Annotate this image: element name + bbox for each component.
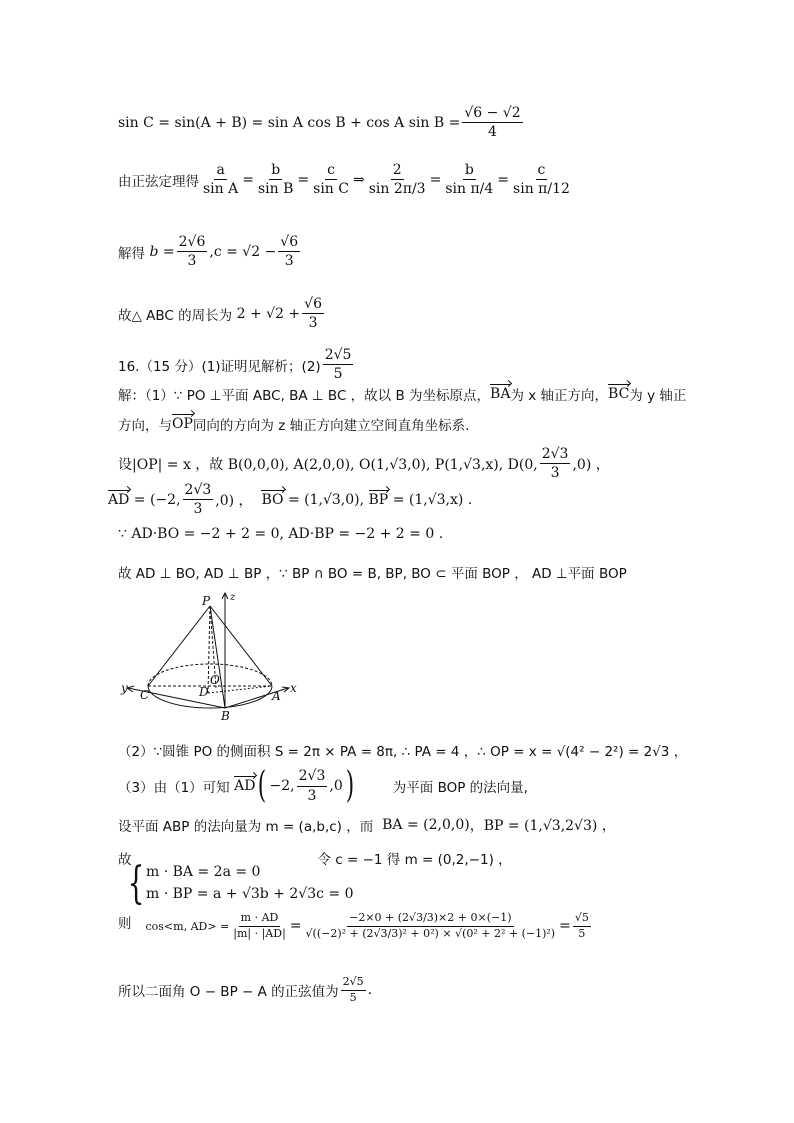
cos-value-frac: $\frac{-2\times 0 + (2√3/3)\times 2 + 0\times(-1)}{\text{√((−2)² + (2√3/3)² + 0²) × √(0² + 2² + (−1)²)}}$ <box>305 911 556 940</box>
part3-suffix: 为平面 BOP 的法向量, <box>392 780 528 796</box>
frac-c: $\frac{c}{\text{sin C}}$ <box>313 162 349 198</box>
part2-line <box>118 740 687 760</box>
perimeter-value: 2 + √2 + <box>236 305 301 322</box>
then-text: 则 <box>118 916 132 932</box>
label-O: O <box>210 673 220 687</box>
label-x: x <box>290 681 297 695</box>
final-line <box>118 976 372 1004</box>
system-eqs <box>146 862 353 905</box>
perp-line <box>118 562 627 582</box>
c-part: c = √2 − <box>213 243 277 260</box>
part3-vals-a: −2, <box>269 778 295 794</box>
ba-val: BA = (2,0,0) <box>382 817 470 833</box>
cos-result-frac: $\frac{√5}{5}$ <box>574 911 589 940</box>
set-line <box>118 446 610 481</box>
b-frac: $\frac{2√6}{3}$ <box>178 234 206 270</box>
sine-law-prefix: 由正弦定理得 <box>118 173 199 190</box>
eq2: m · BP = a + √3b + 2√3c = 0 <box>146 886 354 902</box>
sol-2c: 同向的方向为 z 轴正方向建立空间直角坐标系. <box>192 418 470 434</box>
eq1: m · BA = 2a = 0 <box>146 864 261 881</box>
part3-line <box>118 765 528 806</box>
bp-val2: ，BP = (1,√3,2√3) ， <box>469 818 616 834</box>
vec-bc: BC <box>608 386 630 402</box>
sol-line-1 <box>118 384 686 404</box>
sinC-fraction: $\frac{√6 - √2}{4}$ <box>464 105 521 141</box>
set-normal-text: 设平面 ABP 的法向量为 m = (a,b,c) ，而 <box>118 819 374 835</box>
part3-prefix: （3）由（1）可知 <box>118 780 230 796</box>
label-B: B <box>221 709 230 723</box>
bp-val: = (1,√3,x) . <box>392 491 473 508</box>
cos-lhs: cos<m, AD> = <box>145 919 230 933</box>
part3-vec: AD <box>234 778 256 794</box>
q16-answer-frac: $\frac{2√5}{5}$ <box>324 347 352 383</box>
paren-open: ( <box>258 765 267 806</box>
system-brace: { <box>127 858 145 909</box>
cone-figure <box>118 588 318 728</box>
c-frac: $\frac{√6}{3}$ <box>280 234 299 270</box>
sol-2a: 方向，与 <box>118 418 172 434</box>
vec-op: OP <box>172 416 193 432</box>
set-frac: $\frac{2√3}{3}$ <box>541 446 569 482</box>
sol-line-2 <box>118 414 469 434</box>
sinC-line <box>118 105 525 140</box>
bo-val: = (1,√3,0), <box>287 491 365 508</box>
vec-ad: AD <box>108 491 130 508</box>
final-frac: $\frac{2√5}{5}$ <box>342 975 364 1004</box>
label-D: D <box>199 685 209 699</box>
equation-system <box>122 858 354 909</box>
sol-1e: 为 y 轴正 <box>629 388 687 404</box>
set-end: ,0) ， <box>572 456 610 473</box>
paren-close: ) <box>345 765 354 806</box>
ad-val-a: = (−2, <box>133 491 181 508</box>
part3-frac: $\frac{2√3}{3}$ <box>298 768 326 804</box>
sol-1c: 为 x 轴正方向， <box>510 388 609 404</box>
vec-bo: BO <box>261 491 284 508</box>
vec-bp: BP <box>368 491 389 508</box>
vectors-line <box>108 482 472 517</box>
cos-line: 则 cos<m, AD> = $\frac{m \cdot AD}{|m| \cdot |AD|}$ = $\frac{-2\times 0 + (2√3/3)\times 2 + 0\times(-1)}{\text{√((−2)² + (2√3/3)² + 0²) × √(0² + 2² + (−1)²)}}$ = $\frac{√5}{5}$ <box>118 911 589 940</box>
dot-line-text: ∵ AD·BO = −2 + 2 = 0, AD·BP = −2 + 2 = 0 . <box>118 526 444 542</box>
sinC-lhs: sin C = sin(A + B) = sin A cos B + cos A sin B = <box>118 114 461 131</box>
solve-line: 解得 b = $\frac{2√6}{3}$ , c = √2 − $\frac{√6}{3}$ <box>118 234 299 270</box>
sine-law-line: 由正弦定理得 $\frac{a}{\text{sin A}}$ = $\frac{b}{\text{sin B}}$ = $\frac{c}{\text{sin C}}$ ⇒ $\frac{2}{\sin 2\pi/3}$ = $\frac{b}{\text{sin π/4}}$ = $\frac{c}{\text{sin π/12}}$ <box>118 162 570 198</box>
perp-line-text: 故 AD ⊥ BO, AD ⊥ BP ，∵ BP ∩ BO = B, BP, BO ⊂ 平面 BOP ， AD ⊥平面 BOP <box>118 566 627 582</box>
q16-header-text: 16.（15 分）(1)证明见解析；(2) <box>118 358 321 375</box>
final-text: 所以二面角 O − BP − A 的正弦值为 <box>118 984 339 1001</box>
perimeter-line <box>118 296 326 331</box>
frac-c2: $\frac{c}{\text{sin π/12}}$ <box>513 162 570 198</box>
dot-line <box>118 526 443 542</box>
ad-val-b: ,0) ， <box>215 492 253 509</box>
sol-1a: 解：（1）∵ PO ⊥平面 ABC, BA ⊥ BC ，故以 B 为坐标原点， <box>118 388 491 404</box>
ad-frac: $\frac{2√3}{3}$ <box>184 482 212 518</box>
perimeter-frac: $\frac{√6}{3}$ <box>304 296 322 332</box>
label-z: z <box>230 592 236 603</box>
let-c-text: 令 c = −1 得 m = (0,2,−1) ， <box>317 852 512 868</box>
q16-header <box>118 347 355 382</box>
label-P: P <box>202 594 211 608</box>
frac-b: $\frac{b}{\text{sin B}}$ <box>257 162 294 198</box>
gu-text: 故 <box>118 852 132 868</box>
cone-left-edge <box>148 606 210 686</box>
chord-da <box>208 686 272 693</box>
set-line-text: 设|OP| = x ，故 B(0,0,0), A(2,0,0), O(1,√3,0), P(1,√3,x), D(0, <box>118 456 538 473</box>
frac-b2: $\frac{b}{\text{sin π/4}}$ <box>445 162 494 198</box>
label-C: C <box>140 688 150 702</box>
part2-text: （2）∵圆锥 PO 的侧面积 S = 2π × PA = 8π, ∴ PA = 4 ，∴ OP = x = √(4² − 2²) = 2√3 ， <box>118 744 688 760</box>
perimeter-prefix: 故△ ABC 的周长为 <box>118 307 233 324</box>
cos-def-frac: $\frac{m \cdot AD}{|m| \cdot |AD|}$ <box>233 911 286 940</box>
vec-ba: BA <box>490 386 511 402</box>
part3-vals-b: ,0 <box>329 778 343 794</box>
set-normal-line <box>118 815 616 835</box>
label-A: A <box>272 689 281 703</box>
final-end: . <box>367 982 373 999</box>
solve-prefix: 解得 <box>118 245 145 262</box>
label-y: y <box>121 681 128 695</box>
frac-a: $\frac{a}{\text{sin A}}$ <box>203 162 239 198</box>
frac-2: $\frac{2}{\sin 2\pi/3}$ <box>368 162 426 198</box>
